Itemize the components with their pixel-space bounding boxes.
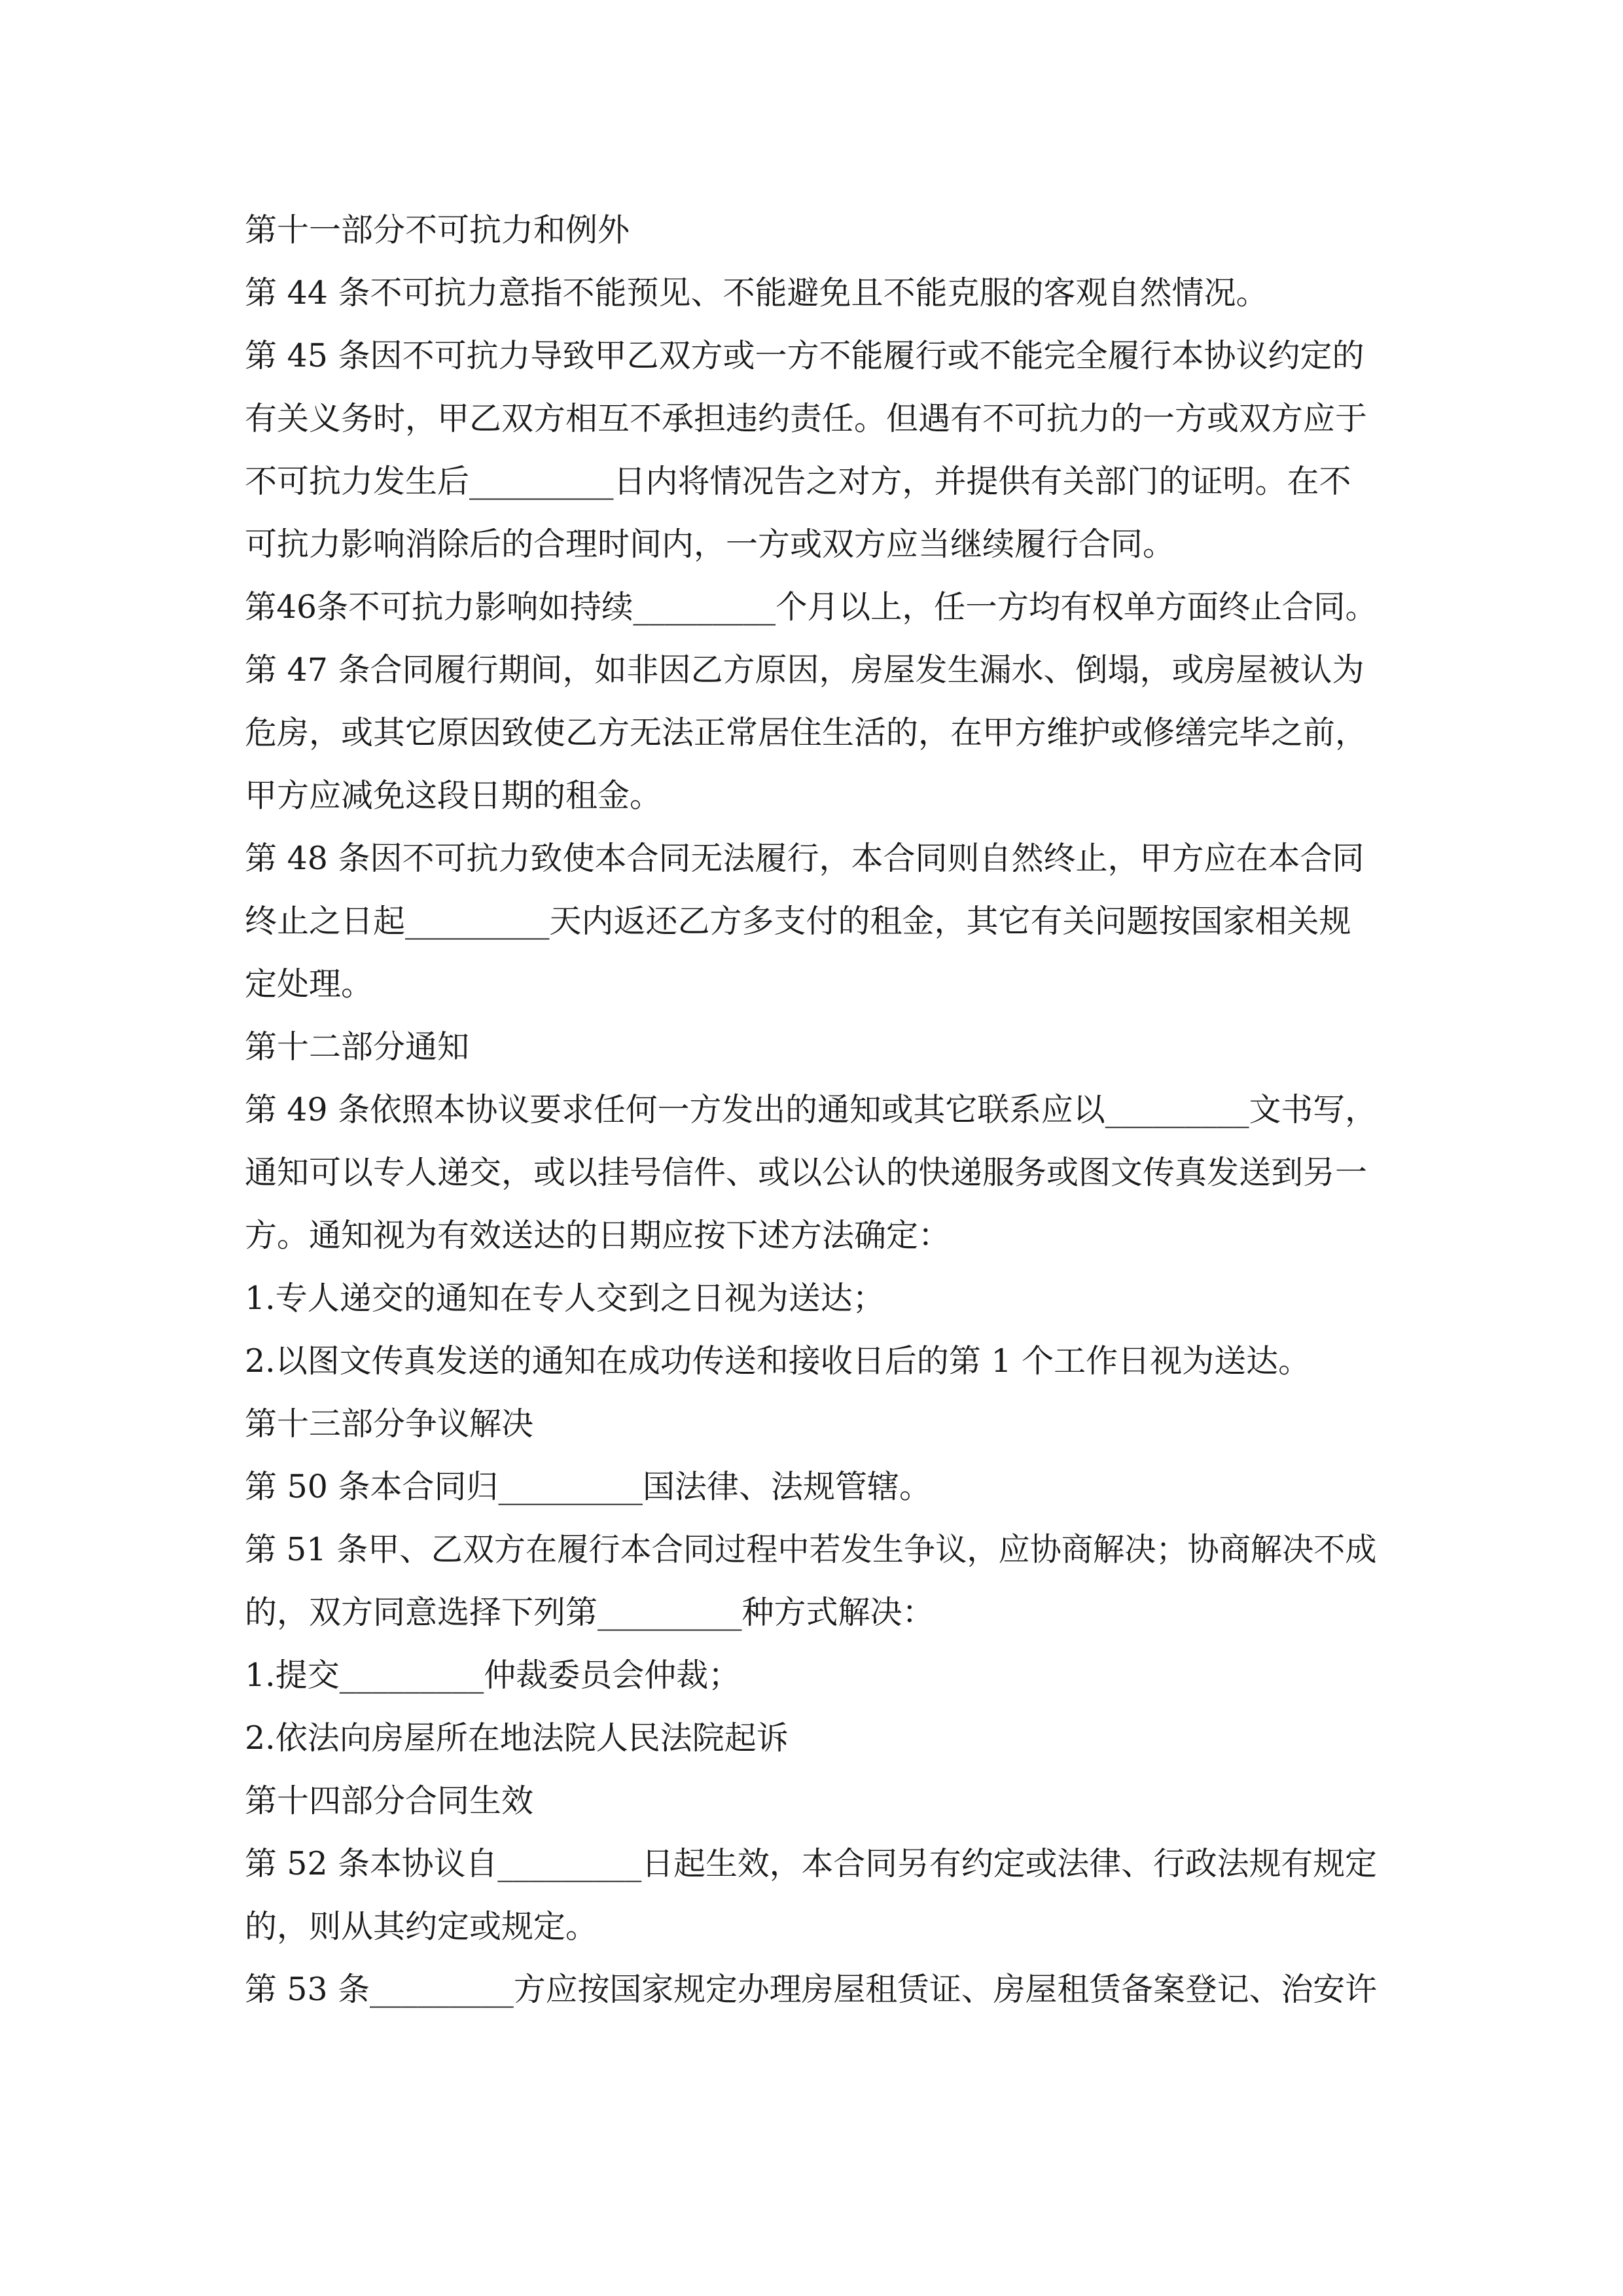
text-line: 不可抗力发生后_________日内将情况告之对方，并提供有关部门的证明。在不: [245, 463, 1351, 500]
text-line: 危房，或其它原因致使乙方无法正常居住生活的，在甲方维护或修缮完毕之前，: [245, 714, 1368, 751]
text-line: 第 48 条因不可抗力致使本合同无法履行，本合同则自然终止，甲方应在本合同: [245, 840, 1364, 877]
text-line: 可抗力影响消除后的合理时间内，一方或双方应当继续履行合同。: [245, 526, 1175, 563]
section-heading: 第十一部分不可抗力和例外: [245, 211, 630, 249]
text-line: 第 47 条合同履行期间，如非因乙方原因，房屋发生漏水、倒塌，或房屋被认为: [245, 651, 1364, 689]
list-item: 2.依法向房屋所在地法院人民法院起诉: [245, 1719, 789, 1757]
text-line: 第 53 条_________方应按国家规定办理房屋租赁证、房屋租赁备案登记、治安许: [245, 1971, 1378, 2008]
text-line: 第 49 条依照本协议要求任何一方发出的通知或其它联系应以_________文书写，: [245, 1091, 1378, 1128]
list-item: 1.专人递交的通知在专人交到之日视为送达；: [245, 1280, 885, 1317]
text-line: 终止之日起_________天内返还乙方多支付的租金，其它有关问题按国家相关规: [245, 903, 1351, 940]
text-line: 第 52 条本协议自_________日起生效，本合同另有约定或法律、行政法规有规定: [245, 1845, 1378, 1882]
text-line: 的，双方同意选择下列第_________种方式解决：: [245, 1594, 935, 1631]
text-line: 甲方应减免这段日期的租金。: [245, 777, 662, 814]
section-heading: 第十二部分通知: [245, 1028, 470, 1066]
text-line: 第 51 条甲、乙双方在履行本合同过程中若发生争议，应协商解决；协商解决不成: [245, 1531, 1377, 1568]
text-line: 第 45 条因不可抗力导致甲乙双方或一方不能履行或不能完全履行本协议约定的: [245, 337, 1364, 374]
list-item: 1.提交_________仲裁委员会仲裁；: [245, 1657, 741, 1694]
section-heading: 第十四部分合同生效: [245, 1782, 534, 1820]
text-line: 方。通知视为有效送达的日期应按下述方法确定：: [245, 1217, 951, 1254]
text-line: 第 50 条本合同归_________国法律、法规管辖。: [245, 1468, 932, 1505]
list-item: 2.以图文传真发送的通知在成功传送和接收日后的第 1 个工作日视为送达。: [245, 1342, 1311, 1380]
text-line: 定处理。: [245, 965, 374, 1003]
section-heading: 第十三部分争议解决: [245, 1405, 534, 1443]
text-line: 的，则从其约定或规定。: [245, 1908, 598, 1945]
text-line: 有关义务时，甲乙双方相互不承担违约责任。但遇有不可抗力的一方或双方应于: [245, 400, 1368, 437]
text-line: 通知可以专人递交，或以挂号信件、或以公认的快递服务或图文传真发送到另一: [245, 1154, 1368, 1191]
text-line: 第46条不可抗力影响如持续_________个月以上，任一方均有权单方面终止合同。: [245, 588, 1377, 626]
text-line: 第 44 条不可抗力意指不能预见、不能避免且不能克服的客观自然情况。: [245, 274, 1268, 312]
